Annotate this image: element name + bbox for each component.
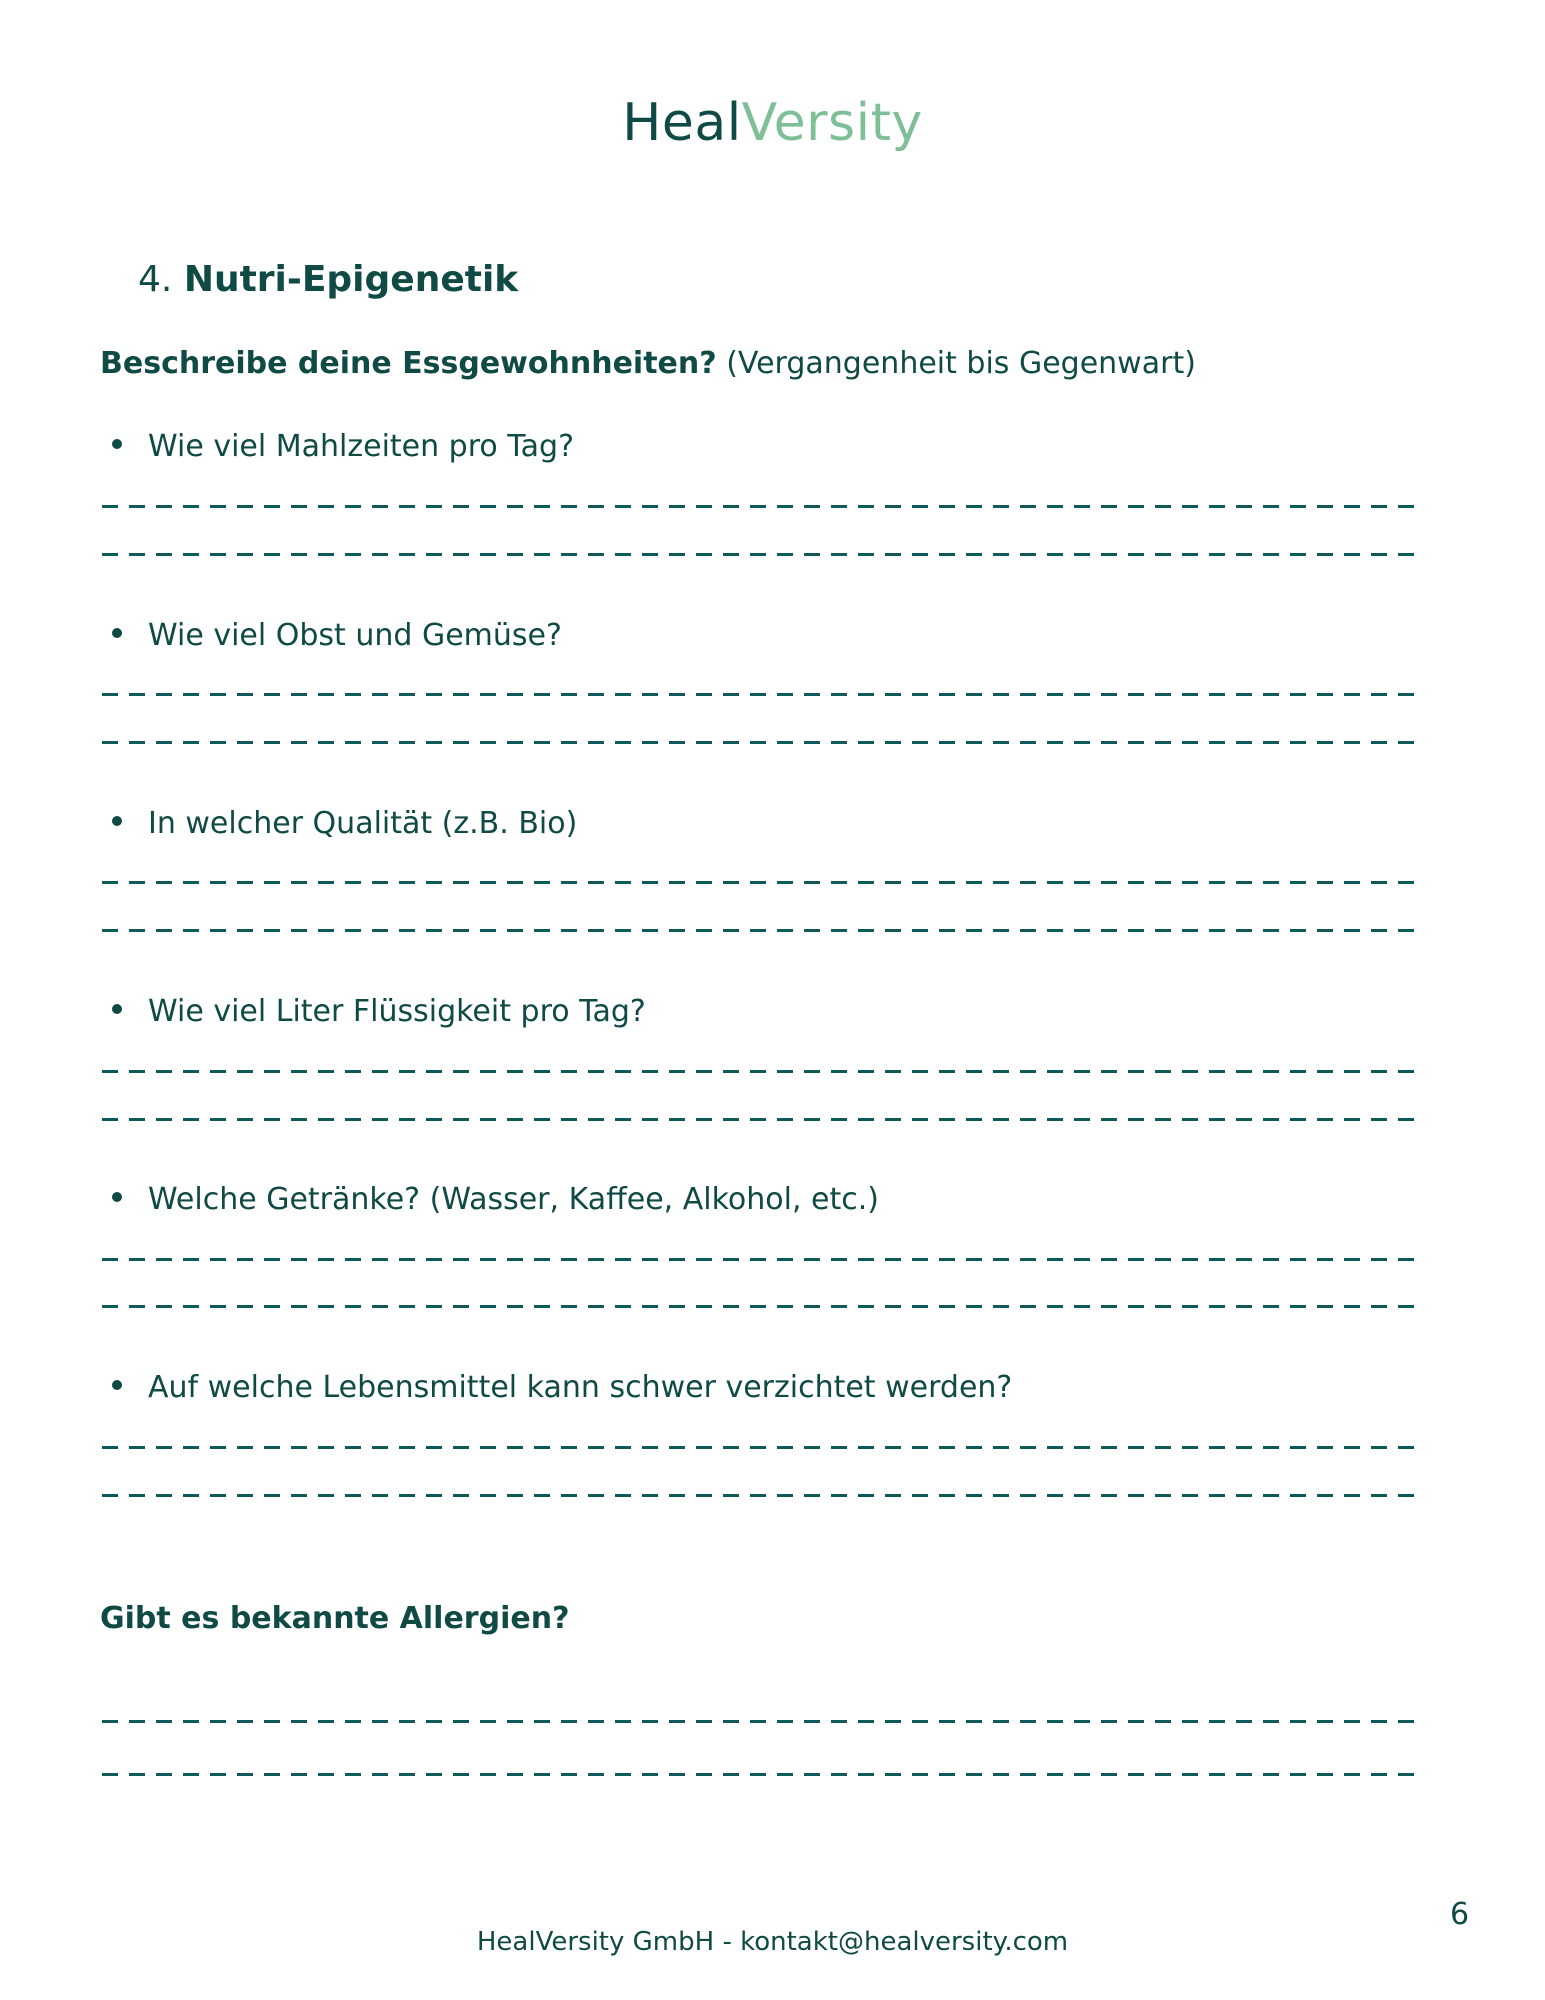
answer-line[interactable] xyxy=(102,1773,1422,1777)
question-eating-habits xyxy=(100,344,1196,384)
answer-line[interactable] xyxy=(102,505,1422,509)
list-item-label: Wie viel Obst und Gemüse? xyxy=(148,618,562,653)
bullet-icon xyxy=(112,628,122,638)
logo-heal: Heal xyxy=(622,93,742,153)
question-allergies-bold: Gibt es bekannte Allergien? xyxy=(100,1601,570,1636)
answer-line[interactable] xyxy=(102,1258,1422,1262)
bullet-icon xyxy=(112,1380,122,1390)
answer-line[interactable] xyxy=(102,553,1422,557)
footer-contact: HealVersity GmbH - kontakt@healversity.com xyxy=(476,1927,1069,1957)
section-title xyxy=(138,255,518,305)
list-item-label: Welche Getränke? (Wasser, Kaffee, Alkohol, etc.) xyxy=(148,1182,880,1217)
list-item-label: In welcher Qualität (z.B. Bio) xyxy=(148,806,578,841)
answer-line[interactable] xyxy=(102,881,1422,885)
bullet-icon xyxy=(112,816,122,826)
answer-line[interactable] xyxy=(102,1446,1422,1450)
page-number: 6 xyxy=(1450,1897,1470,1932)
list-item-label: Wie viel Mahlzeiten pro Tag? xyxy=(148,429,574,464)
question-eating-habits-bold: Beschreibe deine Essgewohnheiten? xyxy=(100,346,717,381)
list-item-label: Auf welche Lebensmittel kann schwer verzichtet werden? xyxy=(148,1370,1013,1405)
healversity-logo xyxy=(0,88,1545,158)
question-allergies xyxy=(100,1599,569,1639)
list-item-drinks xyxy=(112,1180,879,1220)
list-item-foods xyxy=(112,1368,1012,1408)
bullet-icon xyxy=(112,439,122,449)
list-item-fruit-vegetables xyxy=(112,616,562,656)
section-number: 4. xyxy=(138,259,173,300)
logo-versity: Versity xyxy=(741,93,923,153)
answer-line[interactable] xyxy=(102,693,1422,697)
answer-line[interactable] xyxy=(102,1720,1422,1724)
answer-line[interactable] xyxy=(102,1305,1422,1309)
answer-line[interactable] xyxy=(102,1118,1422,1122)
answer-line[interactable] xyxy=(102,929,1422,933)
list-item-quality xyxy=(112,804,577,844)
list-item-label: Wie viel Liter Flüssigkeit pro Tag? xyxy=(148,994,646,1029)
answer-line[interactable] xyxy=(102,1070,1422,1074)
question-eating-habits-note: (Vergangenheit bis Gegenwart) xyxy=(726,346,1196,381)
answer-line[interactable] xyxy=(102,741,1422,745)
list-item-liquid xyxy=(112,992,646,1032)
section-name: Nutri-Epigenetik xyxy=(183,259,519,300)
answer-line[interactable] xyxy=(102,1494,1422,1498)
bullet-icon xyxy=(112,1004,122,1014)
list-item-meals xyxy=(112,427,574,467)
bullet-icon xyxy=(112,1192,122,1202)
